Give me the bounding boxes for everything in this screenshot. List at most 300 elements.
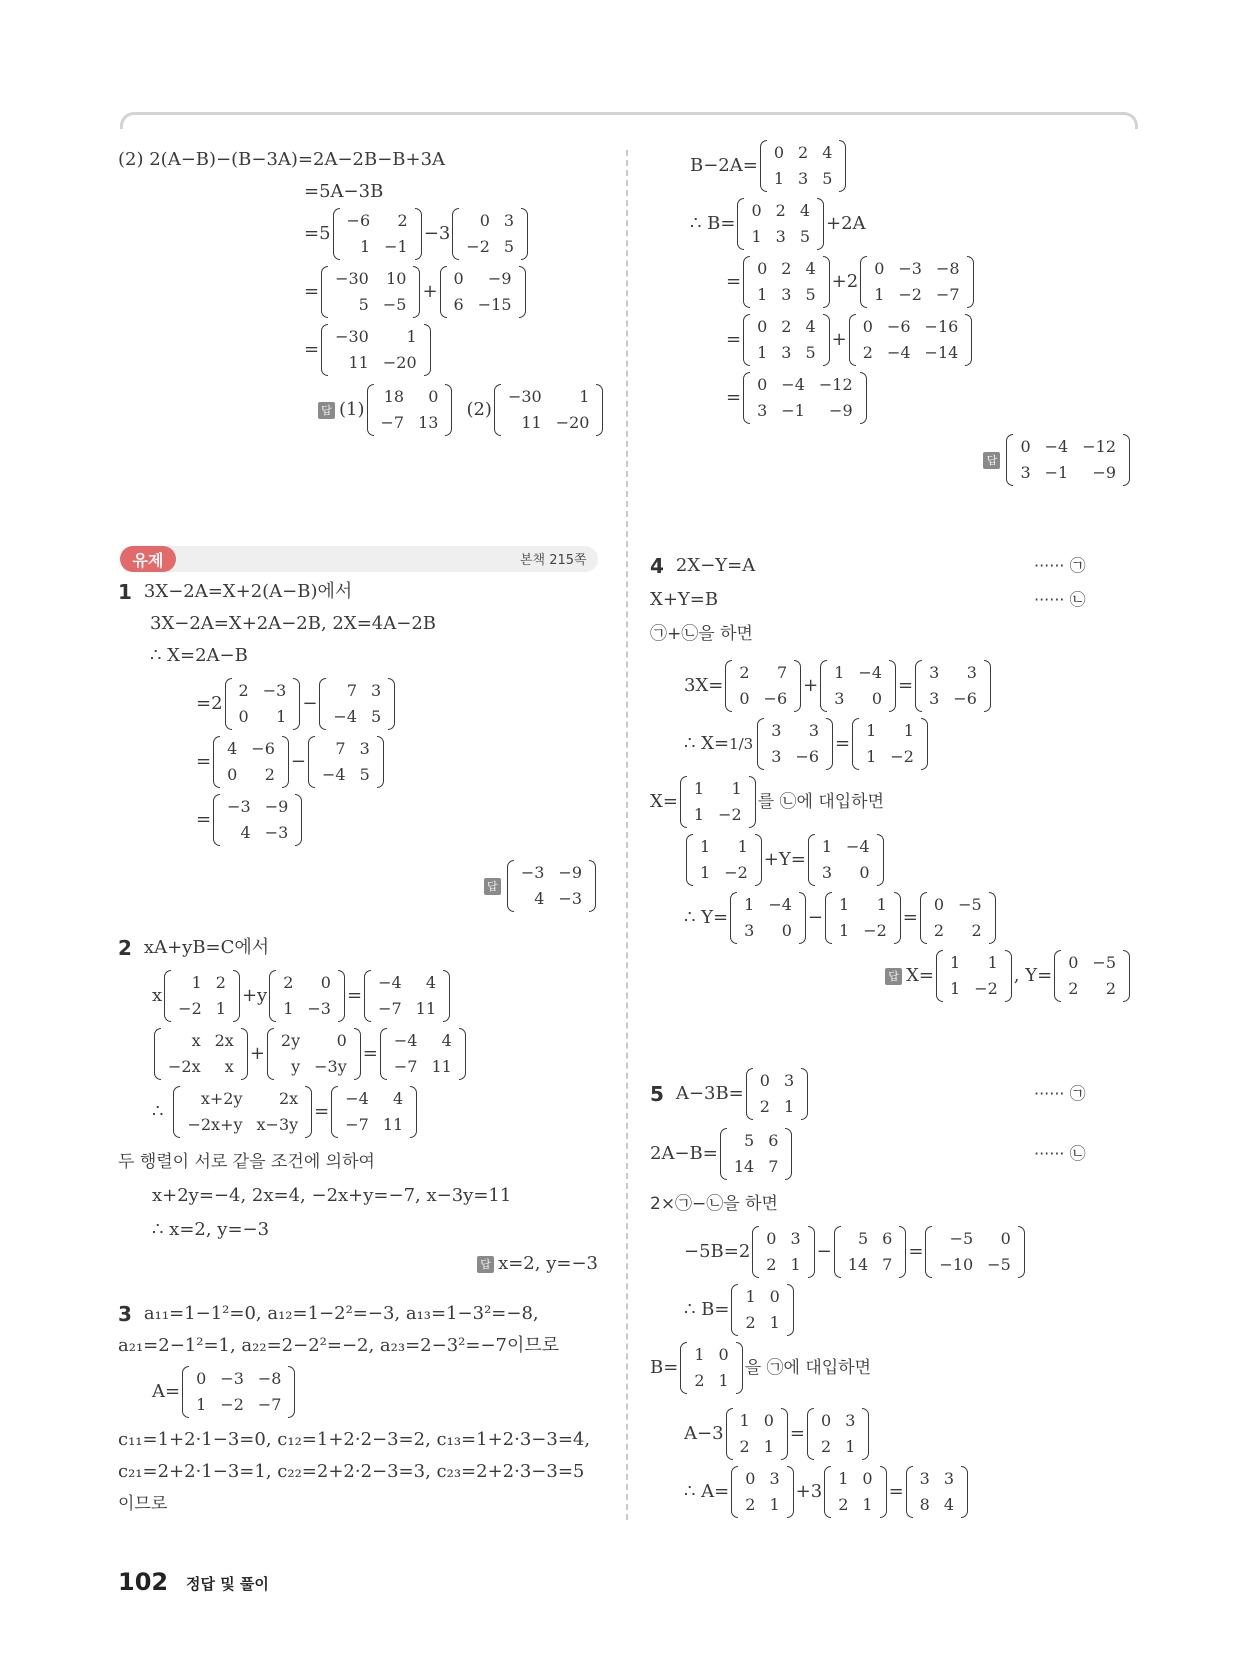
matrix-cell: 0 — [336, 1031, 347, 1050]
matrix-cell: 2 — [775, 201, 786, 220]
matrix-cell: 1 — [276, 707, 287, 726]
matrix-cell: 5 — [822, 169, 833, 188]
rc-line-1 — [690, 143, 848, 188]
matrix-cell: 0 — [871, 689, 883, 708]
matrix-cell: 2 — [766, 1255, 777, 1274]
matrix-cell: 3 — [359, 739, 370, 758]
matrix-cell: −4 — [345, 1089, 369, 1108]
rc-line-3 — [726, 259, 976, 304]
rc-answer — [983, 437, 1132, 482]
p1-line-3 — [150, 636, 248, 676]
text: x=2, y=−3 — [498, 1253, 598, 1274]
matrix-cell: 0 — [1020, 437, 1031, 456]
matrix — [915, 660, 991, 712]
matrix-cell: 3 — [821, 863, 833, 882]
matrix-cell: 2x — [278, 1089, 299, 1108]
yuje-label: 유제 — [120, 546, 176, 572]
matrix-cell: −5 — [1092, 953, 1116, 972]
text: +2A — [826, 213, 866, 234]
matrix — [1054, 950, 1130, 1002]
matrix-cell: 1 — [839, 895, 850, 914]
matrix-cell: 0 — [757, 259, 768, 278]
matrix-cell: −9 — [558, 863, 582, 882]
matrix-cell: x+2y — [200, 1089, 243, 1108]
matrix-cell: 0 — [718, 1345, 729, 1364]
text: +y — [241, 985, 268, 1006]
matrix — [182, 1366, 295, 1418]
matrix-cell: −4 — [321, 765, 346, 784]
text: A−3 — [684, 1423, 724, 1444]
matrix-cell: 1 — [757, 343, 768, 362]
p4-line-6 — [650, 779, 885, 824]
matrix-cell: 0 — [428, 387, 439, 406]
p5-line-2 — [650, 1131, 794, 1176]
matrix-cell: −30 — [335, 269, 369, 288]
matrix-cell: 2 — [781, 259, 792, 278]
top-rule — [120, 112, 1138, 129]
matrix — [730, 892, 806, 944]
page-number: 102 — [118, 1568, 169, 1596]
text: 1/3 — [729, 734, 754, 753]
matrix — [849, 314, 973, 366]
answer-icon: 답 — [477, 1256, 494, 1273]
matrix-cell: 3 — [1020, 463, 1031, 482]
matrix-cell: 0 — [933, 895, 945, 914]
matrix-cell: −5 — [958, 895, 982, 914]
matrix-cell: 4 — [425, 973, 437, 992]
matrix-cell: −6 — [346, 211, 371, 230]
text: = — [346, 985, 363, 1006]
matrix — [743, 256, 830, 308]
matrix-cell: 2 — [862, 343, 873, 362]
matrix-cell: 0 — [1000, 1229, 1011, 1248]
matrix — [825, 892, 901, 944]
matrix — [852, 718, 928, 770]
matrix-cell: 1 — [950, 979, 961, 998]
matrix-cell: 4 — [943, 1495, 955, 1514]
matrix-cell: −5 — [949, 1229, 974, 1248]
matrix — [173, 1086, 312, 1138]
matrix-cell: 2 — [933, 921, 945, 940]
p2-line-4 — [152, 1089, 419, 1134]
matrix-cell: 0 — [821, 1411, 832, 1430]
matrix-cell: 1 — [737, 837, 748, 856]
matrix — [726, 1408, 788, 1460]
matrix — [746, 1068, 808, 1120]
matrix — [807, 1408, 869, 1460]
matrix-cell: 5 — [805, 343, 816, 362]
matrix-cell: 0 — [862, 1469, 873, 1488]
matrix-cell: 1 — [763, 1437, 774, 1456]
text: 4 — [650, 554, 664, 578]
matrix-cell: 1 — [757, 285, 768, 304]
matrix-cell: 5 — [358, 295, 369, 314]
matrix-cell: 0 — [757, 317, 768, 336]
matrix-cell: −5 — [382, 295, 407, 314]
matrix-cell: 6 — [453, 295, 464, 314]
matrix — [494, 384, 604, 436]
matrix-cell: −4 — [378, 973, 402, 992]
matrix — [1006, 434, 1130, 486]
matrix-cell: 0 — [1068, 953, 1079, 972]
matrix-cell: 0 — [759, 1071, 770, 1090]
p1-line-5 — [196, 739, 386, 784]
text: X= — [906, 965, 935, 986]
matrix — [213, 794, 302, 846]
p4-tag-1: ······ ㉠ — [1034, 556, 1086, 575]
prev-line-2 — [304, 172, 383, 212]
text: a₁₁=1−1²=0, a₁₂=1−2²=−3, a₁₃=1−3²=−8, — [143, 1303, 539, 1324]
matrix — [760, 140, 847, 192]
matrix — [834, 1226, 907, 1278]
text: − — [807, 907, 824, 928]
text: + — [831, 329, 847, 350]
matrix-cell: −7 — [380, 413, 405, 432]
prev-line-1 — [118, 140, 445, 180]
yuje-ref: 본책 215쪽 — [520, 553, 587, 568]
text: 2 — [118, 936, 132, 960]
matrix-cell: 3 — [775, 227, 786, 246]
matrix-cell: 3 — [771, 747, 782, 766]
matrix-cell: 7 — [346, 681, 358, 700]
matrix-cell: −2 — [466, 237, 490, 256]
p1-answer — [484, 863, 598, 908]
matrix-cell: 4 — [534, 889, 545, 908]
matrix-cell: −2 — [974, 979, 998, 998]
matrix-cell: −1 — [781, 401, 805, 420]
matrix-cell: 0 — [453, 269, 464, 288]
matrix-cell: 0 — [320, 973, 331, 992]
matrix-cell: −2 — [898, 285, 922, 304]
matrix-cell: −2 — [718, 805, 742, 824]
text: a₂₁=2−1²=1, a₂₂=2−2²=−2, a₂₃=2−3²=−7이므로 — [118, 1335, 560, 1356]
matrix-cell: 6 — [768, 1131, 779, 1150]
text: ∴ B= — [684, 1299, 730, 1320]
matrix-cell: 11 — [382, 1115, 404, 1134]
text: +Y= — [763, 849, 806, 870]
matrix — [743, 314, 830, 366]
text: x — [152, 985, 163, 1006]
matrix-cell: 7 — [882, 1255, 893, 1274]
matrix-cell: 1 — [783, 1097, 795, 1116]
p2-line-2 — [152, 973, 452, 1018]
matrix-cell: −4 — [393, 1031, 418, 1050]
matrix-cell: 3 — [919, 1469, 930, 1488]
matrix-cell: −6 — [886, 317, 911, 336]
p3-line-5 — [118, 1452, 584, 1492]
matrix-cell: 1 — [191, 973, 202, 992]
matrix-cell: 2 — [971, 921, 982, 940]
p5-line-5 — [684, 1287, 796, 1332]
matrix-cell: −3 — [262, 681, 287, 700]
p1-line-6 — [196, 797, 304, 842]
matrix-cell: −6 — [763, 689, 788, 708]
matrix-cell: 1 — [866, 747, 877, 766]
text: − — [302, 693, 318, 714]
matrix-cell: 2 — [283, 973, 294, 992]
matrix-cell: x — [191, 1031, 201, 1050]
matrix-cell: 6 — [882, 1229, 893, 1248]
matrix-cell: 1 — [215, 999, 226, 1018]
rc-line-4 — [726, 317, 974, 362]
matrix — [213, 736, 289, 788]
matrix-cell: 3 — [371, 681, 382, 700]
matrix — [752, 1226, 814, 1278]
text: = — [726, 271, 742, 292]
text: 를 ㉡에 대입하면 — [757, 791, 885, 812]
matrix-cell: 1 — [950, 953, 961, 972]
text: 3 — [118, 1302, 132, 1326]
matrix-cell: 3 — [929, 663, 940, 682]
matrix-cell: 1 — [769, 1495, 780, 1514]
matrix — [680, 776, 756, 828]
p4-tag-2: ······ ㉡ — [1034, 590, 1086, 609]
text: ∴ x=2, y=−3 — [152, 1219, 270, 1240]
matrix-cell: 2 — [745, 1495, 756, 1514]
matrix-cell: 2 — [838, 1495, 849, 1514]
matrix — [225, 678, 301, 730]
p1-line-4 — [196, 681, 397, 726]
matrix-cell: 8 — [919, 1495, 930, 1514]
text: X= — [650, 791, 678, 812]
matrix-cell: 3 — [757, 401, 768, 420]
matrix-cell: 14 — [847, 1255, 869, 1274]
matrix — [906, 1466, 968, 1518]
matrix — [737, 198, 824, 250]
matrix-cell: 10 — [386, 269, 407, 288]
matrix-cell: 0 — [862, 317, 873, 336]
matrix-cell: y — [291, 1057, 301, 1076]
matrix — [925, 1226, 1024, 1278]
p5-line-4 — [684, 1229, 1027, 1274]
matrix-cell: 5 — [359, 765, 370, 784]
matrix-cell: 3 — [781, 285, 792, 304]
matrix — [920, 892, 996, 944]
matrix-cell: 3 — [771, 721, 782, 740]
matrix-cell: −4 — [858, 663, 883, 682]
prev-answer — [318, 387, 605, 432]
matrix-cell: 0 — [763, 1411, 774, 1430]
text: 이므로 — [118, 1493, 168, 1514]
text: = — [362, 1043, 378, 1064]
p2-answer — [477, 1244, 598, 1284]
matrix-cell: 1 — [359, 237, 371, 256]
matrix-cell: 3 — [790, 1229, 801, 1248]
matrix-cell: 3 — [943, 1469, 955, 1488]
text: 2X−Y=A — [675, 555, 756, 576]
matrix — [808, 834, 884, 886]
answer-icon: 답 — [983, 452, 1000, 469]
matrix-cell: 4 — [227, 739, 238, 758]
matrix — [725, 660, 801, 712]
matrix-cell: −9 — [1092, 463, 1116, 482]
answer-icon: 답 — [484, 878, 501, 895]
matrix-cell: 4 — [822, 143, 833, 162]
matrix-cell: −9 — [487, 269, 512, 288]
matrix-cell: −3 — [520, 863, 545, 882]
matrix-cell: x — [224, 1057, 234, 1076]
matrix — [367, 384, 453, 436]
matrix-cell: 4 — [393, 1089, 404, 1108]
text: = — [304, 281, 320, 302]
matrix-cell: 0 — [757, 375, 768, 394]
matrix-cell: 1 — [987, 953, 998, 972]
matrix-cell: 1 — [283, 999, 294, 1018]
matrix-cell: −5 — [987, 1255, 1011, 1274]
text: = — [314, 1101, 330, 1122]
matrix-cell: −4 — [333, 707, 358, 726]
p2-line-1 — [118, 928, 269, 968]
matrix — [154, 1028, 248, 1080]
matrix — [321, 266, 420, 318]
text: ∴ B= — [690, 213, 736, 234]
matrix-cell: 5 — [744, 1131, 755, 1150]
text: ∴ X= — [684, 733, 730, 754]
matrix-cell: −3 — [264, 823, 289, 842]
matrix-cell: −30 — [507, 387, 542, 406]
matrix-cell: 0 — [781, 921, 792, 940]
matrix-cell: 0 — [769, 1287, 780, 1306]
matrix-cell: 11 — [348, 353, 369, 372]
matrix-cell: 2 — [1105, 979, 1116, 998]
matrix — [731, 1466, 793, 1518]
rc-line-2 — [690, 201, 866, 246]
text: 2×㉠−㉡을 하면 — [650, 1193, 778, 1214]
matrix-cell: 1 — [862, 1495, 873, 1514]
matrix — [164, 970, 240, 1022]
text: X+Y=B — [650, 589, 719, 610]
matrix-cell: 3 — [929, 689, 940, 708]
matrix-cell: 11 — [431, 1057, 452, 1076]
matrix — [331, 1086, 417, 1138]
matrix-cell: 5 — [799, 227, 811, 246]
text: =2 — [196, 693, 223, 714]
text: + — [249, 1043, 265, 1064]
matrix-cell: 3 — [834, 689, 845, 708]
matrix-cell: 3 — [503, 211, 515, 230]
text: + — [803, 675, 819, 696]
matrix-cell: 4 — [805, 317, 816, 336]
text: ∴ A= — [684, 1481, 730, 1502]
matrix-cell: −2 — [178, 999, 202, 1018]
text: 2A−B= — [650, 1143, 718, 1164]
matrix — [507, 860, 596, 912]
matrix-cell: 3 — [781, 343, 792, 362]
matrix-cell: 1 — [196, 1395, 207, 1414]
matrix-cell: 2 — [759, 1097, 770, 1116]
matrix-cell: −1 — [1044, 463, 1069, 482]
matrix-cell: 0 — [766, 1229, 777, 1248]
matrix-cell: 5 — [503, 237, 515, 256]
text: = — [196, 751, 212, 772]
matrix-cell: −8 — [257, 1369, 282, 1388]
matrix-cell: 11 — [521, 413, 542, 432]
p4-line-8 — [684, 895, 998, 940]
matrix-cell: −3 — [898, 259, 922, 278]
matrix — [452, 208, 528, 260]
p3-line-2 — [118, 1326, 559, 1366]
text: x+2y=−4, 2x=4, −2x+y=−7, x−3y=11 — [152, 1185, 512, 1206]
matrix-cell: 4 — [441, 1031, 452, 1050]
matrix-cell: −14 — [924, 343, 959, 362]
matrix — [820, 660, 896, 712]
text: 두 행렬이 서로 같을 조건에 의하여 — [118, 1151, 375, 1172]
matrix-cell: 0 — [745, 1469, 756, 1488]
text: +3 — [795, 1481, 823, 1502]
text: + — [422, 281, 438, 302]
matrix-cell: −10 — [939, 1255, 974, 1274]
matrix-cell: 5 — [857, 1229, 869, 1248]
matrix-cell: 11 — [415, 999, 437, 1018]
text: = — [902, 907, 918, 928]
matrix-cell: 2 — [397, 211, 408, 230]
text: = — [726, 329, 742, 350]
matrix — [269, 970, 345, 1022]
matrix-cell: 1 — [903, 721, 914, 740]
matrix — [440, 266, 526, 318]
p3-line-3 — [152, 1369, 297, 1414]
matrix-cell: −12 — [818, 375, 853, 394]
matrix-cell: −20 — [382, 353, 417, 372]
matrix-cell: −9 — [829, 401, 853, 420]
matrix-cell: 2 — [798, 143, 809, 162]
matrix-cell: 0 — [479, 211, 490, 230]
text: B−2A= — [690, 155, 758, 176]
matrix-cell: −4 — [846, 837, 870, 856]
text: +2 — [831, 271, 859, 292]
matrix-cell: 1 — [876, 895, 887, 914]
matrix-cell: 5 — [805, 285, 816, 304]
matrix — [680, 1342, 742, 1394]
matrix-cell: 1 — [845, 1437, 856, 1456]
text: 3X−2A=X+2A−2B, 2X=4A−2B — [150, 613, 436, 634]
matrix-cell: 1 — [694, 1345, 705, 1364]
text: (1) — [339, 399, 365, 420]
matrix-cell: −3 — [307, 999, 331, 1018]
text: c₂₁=2+2·1−3=1, c₂₂=2+2·2−3=3, c₂₃=2+2·3−3=5 — [118, 1461, 585, 1482]
matrix-cell: −15 — [477, 295, 512, 314]
matrix-cell: 7 — [335, 739, 346, 758]
column-divider — [626, 150, 628, 1520]
matrix-cell: −7 — [345, 1115, 369, 1134]
matrix-cell: −2x+y — [187, 1115, 243, 1134]
text: , Y= — [1013, 965, 1053, 986]
matrix-cell: 1 — [874, 285, 885, 304]
matrix-cell: 1 — [579, 387, 590, 406]
matrix-cell: x−3y — [256, 1115, 299, 1134]
matrix-cell: 7 — [768, 1157, 779, 1176]
text: − — [290, 751, 306, 772]
p5-tag-2: ······ ㉡ — [1034, 1144, 1086, 1163]
matrix-cell: −9 — [264, 797, 289, 816]
matrix-cell: −4 — [1044, 437, 1069, 456]
matrix-cell: −16 — [924, 317, 959, 336]
text: = — [726, 387, 742, 408]
text: = — [304, 339, 320, 360]
matrix — [267, 1028, 361, 1080]
matrix-cell: −1 — [384, 237, 408, 256]
matrix-cell: 0 — [859, 863, 870, 882]
matrix-cell: 4 — [799, 201, 811, 220]
matrix-cell: 2 — [739, 663, 750, 682]
matrix-cell: 1 — [790, 1255, 801, 1274]
matrix-cell: 1 — [773, 169, 785, 188]
text: 1 — [118, 580, 132, 604]
matrix-cell: 3 — [744, 921, 755, 940]
matrix-cell: −6 — [795, 747, 819, 766]
matrix — [308, 736, 384, 788]
p5-line-8 — [684, 1469, 970, 1514]
